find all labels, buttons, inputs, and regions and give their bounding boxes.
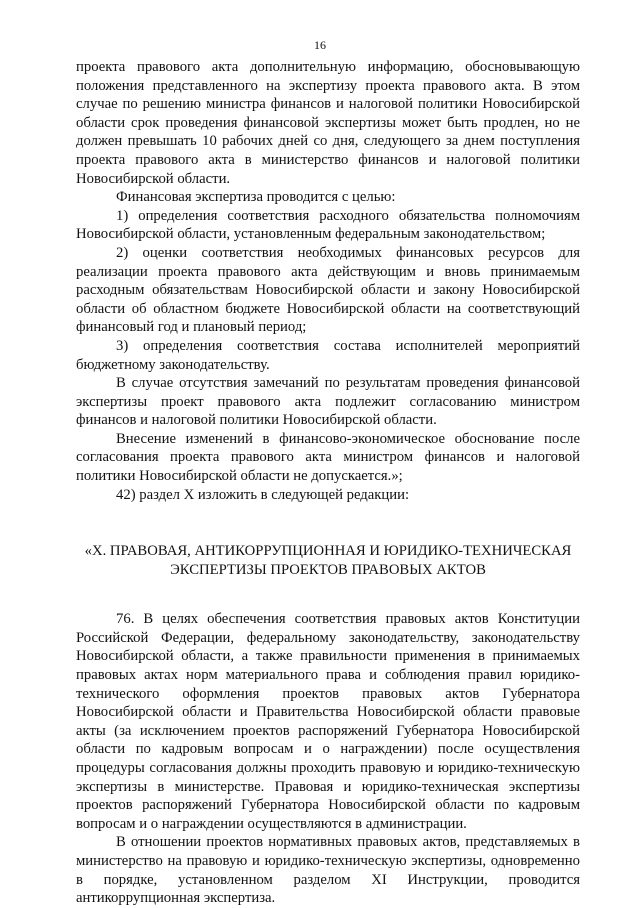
section-heading-line-1: «X. ПРАВОВАЯ, АНТИКОРРУПЦИОННАЯ И ЮРИДИКО-ТЕХНИЧЕСКАЯ <box>84 543 572 560</box>
list-item-2: 2) оценки соответствия необходимых финансовых ресурсов для реализации проекта правового акта действующим и вновь принимаемым расходным обязательствам Новосибирской области и закону Новосибирской области об областном бюджете Новосибирской области на соответствующий финансовый год и плановый период; <box>76 244 580 336</box>
list-item-3: 3) определения соответствия состава исполнителей мероприятий бюджетному законодательству. <box>76 337 580 373</box>
list-item-1: 1) определения соответствия расходного обязательства полномочиям Новосибирской области, установленным федеральным законодательством; <box>76 207 580 243</box>
paragraph-amendment-42: 42) раздел X изложить в следующей редакции: <box>116 486 410 503</box>
paragraph-expertise-extension: проекта правового акта дополнительную информацию, обосновывающую положения представленного на экспертизу проекта правового акта. В этом случае по решению министра финансов и налоговой политики Новосибирской области срок проведения финансовой экспертизы может быть продлен, но не должен превышать 10 рабочих дней со дня, следующего за днем поступления проекта правового акта в министерство финансов и налоговой политики Новосибирской области. <box>76 59 580 187</box>
paragraph-changes-not-allowed: Внесение изменений в финансово-экономическое обоснование после согласования проекта правового акта министром финансов и налоговой политики Новосибирской области не допускается.»; <box>76 430 580 485</box>
paragraph-financial-expertise-purpose: Финансовая экспертиза проводится с целью: <box>116 189 396 206</box>
paragraph-no-remarks: В случае отсутствия замечаний по результатам проведения финансовой экспертизы проект правового акта подлежит согласованию министром финансов и налоговой политики Новосибирской области. <box>76 375 580 429</box>
section-heading <box>76 542 580 580</box>
paragraph-anticorruption: В отношении проектов нормативных правовых актов, представляемых в министерство на правовую и юридико-техническую экспертизы, одновременно в порядке, установленном разделом XI Инструкции, проводится антикоррупционная экспертиза. <box>76 834 580 907</box>
document-body <box>76 58 580 908</box>
page-number: 16 <box>314 38 326 52</box>
paragraph-76: 76. В целях обеспечения соответствия правовых актов Конституции Российской Федерации, федеральному законодательству, законодательству Новосибирской области, а также правильности применения в принимаемых правовых актах норм материального права и соблюдения правил юридико-технического оформления проектов правовых актов Губернатора Новосибирской области и Правительства Новосибирской области правовые акты (за исключением проектов распоряжений Губернатора Новосибирской области по кадровым вопросам и о награждении) после осуществления процедуры согласования должны проходить правовую и юридико-техническую экспертизы в министерстве. Правовая и юридико-техническая экспертизы проектов распоряжений Губернатора Новосибирской области по кадровым вопросам и о награждении осуществляются в администрации. <box>76 611 580 832</box>
section-heading-line-2: ЭКСПЕРТИЗЫ ПРОЕКТОВ ПРАВОВЫХ АКТОВ <box>170 562 486 579</box>
